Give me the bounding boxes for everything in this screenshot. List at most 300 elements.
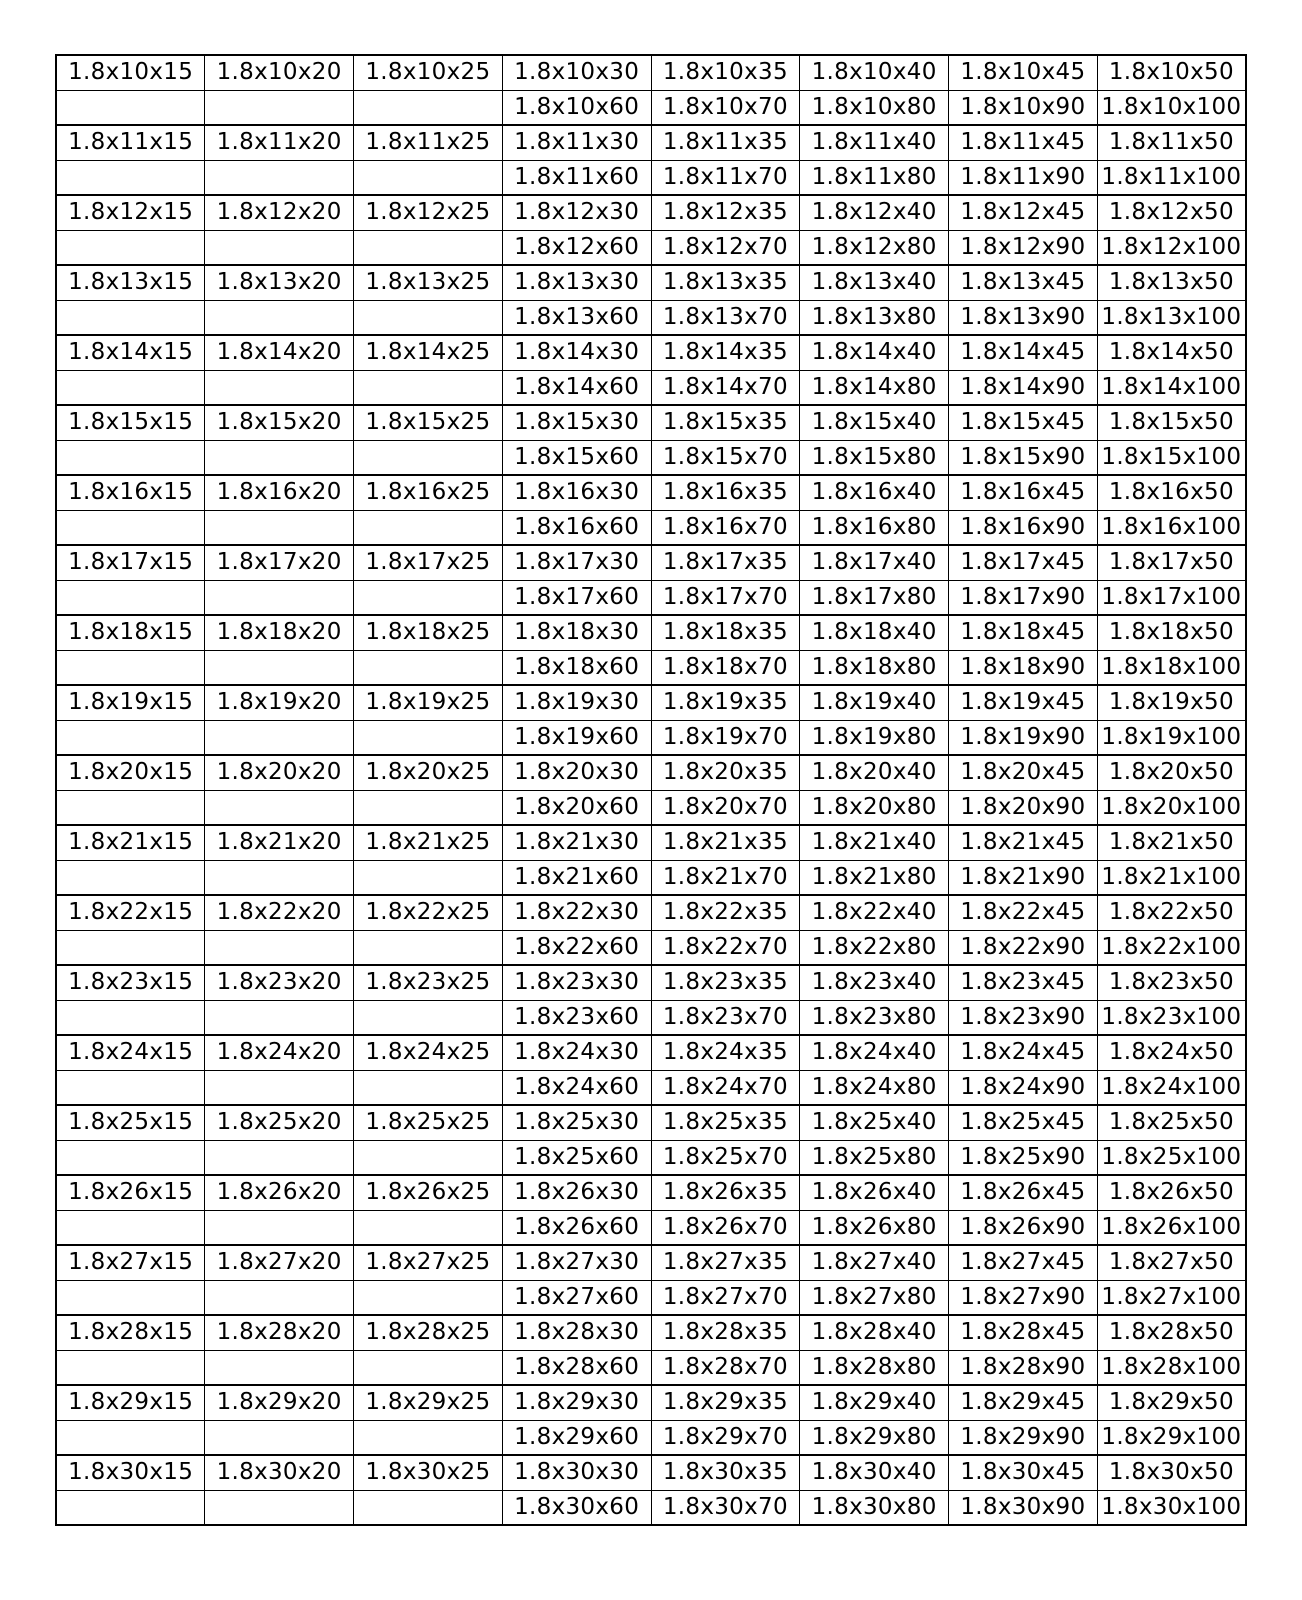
table-row	[56, 615, 1246, 650]
table-cell: 1.8x13x45	[949, 265, 1098, 300]
table-cell: 1.8x18x50	[1097, 615, 1246, 650]
table-cell: 1.8x16x45	[949, 475, 1098, 510]
table-cell	[354, 1490, 503, 1525]
table-cell: 1.8x23x35	[651, 965, 800, 1000]
table-cell: 1.8x22x40	[800, 895, 949, 930]
table-cell: 1.8x25x20	[205, 1105, 354, 1140]
table-cell: 1.8x14x90	[949, 370, 1098, 405]
table-cell: 1.8x11x40	[800, 125, 949, 160]
table-cell	[205, 1140, 354, 1175]
table-cell: 1.8x17x25	[354, 545, 503, 580]
table-cell: 1.8x11x25	[354, 125, 503, 160]
table-cell	[354, 1070, 503, 1105]
table-cell: 1.8x25x80	[800, 1140, 949, 1175]
table-cell: 1.8x19x50	[1097, 685, 1246, 720]
table-cell	[205, 650, 354, 685]
table-cell: 1.8x27x90	[949, 1280, 1098, 1315]
table-row	[56, 90, 1246, 125]
table-row	[56, 685, 1246, 720]
table-cell: 1.8x10x40	[800, 55, 949, 90]
table-cell: 1.8x19x60	[502, 720, 651, 755]
table-cell: 1.8x18x20	[205, 615, 354, 650]
table-cell: 1.8x26x25	[354, 1175, 503, 1210]
table-cell: 1.8x11x30	[502, 125, 651, 160]
table-cell: 1.8x28x45	[949, 1315, 1098, 1350]
table-cell: 1.8x20x45	[949, 755, 1098, 790]
table-cell: 1.8x18x25	[354, 615, 503, 650]
table-cell: 1.8x12x90	[949, 230, 1098, 265]
table-cell: 1.8x21x30	[502, 825, 651, 860]
table-cell: 1.8x10x100	[1097, 90, 1246, 125]
table-cell: 1.8x11x45	[949, 125, 1098, 160]
table-cell: 1.8x16x90	[949, 510, 1098, 545]
table-cell: 1.8x11x70	[651, 160, 800, 195]
table-cell: 1.8x13x90	[949, 300, 1098, 335]
table-cell: 1.8x28x70	[651, 1350, 800, 1385]
table-cell	[354, 1350, 503, 1385]
table-cell: 1.8x30x80	[800, 1490, 949, 1525]
table-cell: 1.8x14x100	[1097, 370, 1246, 405]
table-cell: 1.8x12x45	[949, 195, 1098, 230]
table-cell	[354, 510, 503, 545]
table-cell: 1.8x20x30	[502, 755, 651, 790]
table-cell: 1.8x28x20	[205, 1315, 354, 1350]
table-cell: 1.8x25x15	[56, 1105, 205, 1140]
table-cell: 1.8x10x45	[949, 55, 1098, 90]
table-cell: 1.8x22x50	[1097, 895, 1246, 930]
table-cell: 1.8x24x70	[651, 1070, 800, 1105]
table-cell	[205, 720, 354, 755]
table-cell: 1.8x12x40	[800, 195, 949, 230]
table-cell: 1.8x14x15	[56, 335, 205, 370]
table-cell	[205, 1210, 354, 1245]
table-cell	[205, 1350, 354, 1385]
table-cell: 1.8x17x80	[800, 580, 949, 615]
table-cell: 1.8x20x70	[651, 790, 800, 825]
table-cell	[56, 1140, 205, 1175]
table-cell	[354, 930, 503, 965]
table-cell: 1.8x28x15	[56, 1315, 205, 1350]
table-cell: 1.8x12x80	[800, 230, 949, 265]
table-cell: 1.8x22x30	[502, 895, 651, 930]
table-row	[56, 55, 1246, 90]
table-cell	[354, 160, 503, 195]
table-cell: 1.8x19x70	[651, 720, 800, 755]
table-cell: 1.8x18x35	[651, 615, 800, 650]
table-cell: 1.8x30x25	[354, 1455, 503, 1490]
table-cell	[205, 300, 354, 335]
table-cell: 1.8x19x90	[949, 720, 1098, 755]
table-cell: 1.8x19x100	[1097, 720, 1246, 755]
table-row	[56, 510, 1246, 545]
table-cell: 1.8x23x80	[800, 1000, 949, 1035]
table-cell	[354, 580, 503, 615]
table-cell: 1.8x16x35	[651, 475, 800, 510]
table-cell: 1.8x21x80	[800, 860, 949, 895]
table-cell: 1.8x24x60	[502, 1070, 651, 1105]
table-cell: 1.8x10x80	[800, 90, 949, 125]
table-cell: 1.8x29x90	[949, 1420, 1098, 1455]
table-cell: 1.8x21x70	[651, 860, 800, 895]
table-cell: 1.8x30x40	[800, 1455, 949, 1490]
table-cell	[56, 1210, 205, 1245]
table-cell	[56, 720, 205, 755]
table-cell: 1.8x26x60	[502, 1210, 651, 1245]
table-cell: 1.8x18x80	[800, 650, 949, 685]
table-cell: 1.8x25x40	[800, 1105, 949, 1140]
table-cell: 1.8x16x20	[205, 475, 354, 510]
table-cell: 1.8x14x30	[502, 335, 651, 370]
table-cell: 1.8x10x20	[205, 55, 354, 90]
table-cell: 1.8x11x100	[1097, 160, 1246, 195]
table-cell: 1.8x27x70	[651, 1280, 800, 1315]
table-cell: 1.8x12x35	[651, 195, 800, 230]
table-row	[56, 1385, 1246, 1420]
table-cell: 1.8x29x50	[1097, 1385, 1246, 1420]
table-cell: 1.8x28x30	[502, 1315, 651, 1350]
table-row	[56, 860, 1246, 895]
table-cell	[354, 300, 503, 335]
table-cell	[354, 860, 503, 895]
table-cell: 1.8x13x60	[502, 300, 651, 335]
table-row	[56, 440, 1246, 475]
table-cell: 1.8x30x45	[949, 1455, 1098, 1490]
table-cell: 1.8x28x35	[651, 1315, 800, 1350]
table-cell: 1.8x18x30	[502, 615, 651, 650]
table-row	[56, 405, 1246, 440]
table-cell: 1.8x23x30	[502, 965, 651, 1000]
table-cell: 1.8x27x35	[651, 1245, 800, 1280]
table-cell: 1.8x19x25	[354, 685, 503, 720]
table-row	[56, 335, 1246, 370]
table-cell: 1.8x11x35	[651, 125, 800, 160]
table-cell: 1.8x15x35	[651, 405, 800, 440]
table-cell: 1.8x12x70	[651, 230, 800, 265]
table-cell: 1.8x19x40	[800, 685, 949, 720]
table-cell	[56, 790, 205, 825]
table-cell	[354, 1000, 503, 1035]
table-row	[56, 650, 1246, 685]
table-cell: 1.8x26x15	[56, 1175, 205, 1210]
table-cell: 1.8x26x20	[205, 1175, 354, 1210]
table-cell: 1.8x10x70	[651, 90, 800, 125]
table-cell: 1.8x29x30	[502, 1385, 651, 1420]
table-cell: 1.8x22x90	[949, 930, 1098, 965]
table-cell: 1.8x14x25	[354, 335, 503, 370]
table-cell	[205, 1280, 354, 1315]
table-cell: 1.8x14x70	[651, 370, 800, 405]
table-cell: 1.8x18x60	[502, 650, 651, 685]
table-cell: 1.8x24x80	[800, 1070, 949, 1105]
table-cell: 1.8x11x20	[205, 125, 354, 160]
table-row	[56, 1070, 1246, 1105]
table-cell: 1.8x26x40	[800, 1175, 949, 1210]
table-cell: 1.8x24x30	[502, 1035, 651, 1070]
table-cell: 1.8x29x70	[651, 1420, 800, 1455]
table-cell: 1.8x27x30	[502, 1245, 651, 1280]
table-row	[56, 825, 1246, 860]
table-cell: 1.8x13x70	[651, 300, 800, 335]
table-cell: 1.8x23x25	[354, 965, 503, 1000]
table-cell: 1.8x30x50	[1097, 1455, 1246, 1490]
table-cell: 1.8x20x60	[502, 790, 651, 825]
table-cell: 1.8x15x15	[56, 405, 205, 440]
table-cell: 1.8x22x20	[205, 895, 354, 930]
table-cell: 1.8x27x100	[1097, 1280, 1246, 1315]
table-row	[56, 580, 1246, 615]
table-cell: 1.8x24x20	[205, 1035, 354, 1070]
table-cell: 1.8x15x80	[800, 440, 949, 475]
table-cell: 1.8x16x70	[651, 510, 800, 545]
table-cell: 1.8x23x100	[1097, 1000, 1246, 1035]
table-cell	[354, 90, 503, 125]
table-cell: 1.8x17x70	[651, 580, 800, 615]
table-cell: 1.8x24x15	[56, 1035, 205, 1070]
table-row	[56, 160, 1246, 195]
table-cell: 1.8x10x35	[651, 55, 800, 90]
table-cell: 1.8x25x90	[949, 1140, 1098, 1175]
table-cell: 1.8x13x25	[354, 265, 503, 300]
table-row	[56, 370, 1246, 405]
table-cell: 1.8x21x20	[205, 825, 354, 860]
table-cell: 1.8x25x60	[502, 1140, 651, 1175]
table-cell: 1.8x20x35	[651, 755, 800, 790]
table-cell: 1.8x21x100	[1097, 860, 1246, 895]
table-cell: 1.8x23x20	[205, 965, 354, 1000]
table-cell: 1.8x23x90	[949, 1000, 1098, 1035]
table-cell: 1.8x14x20	[205, 335, 354, 370]
table-cell	[205, 370, 354, 405]
table-cell: 1.8x11x60	[502, 160, 651, 195]
table-cell: 1.8x15x40	[800, 405, 949, 440]
table-cell: 1.8x20x100	[1097, 790, 1246, 825]
table-cell	[354, 230, 503, 265]
table-cell: 1.8x17x15	[56, 545, 205, 580]
table-cell	[205, 580, 354, 615]
table-cell	[56, 230, 205, 265]
size-table	[55, 54, 1247, 1526]
table-cell: 1.8x12x100	[1097, 230, 1246, 265]
table-cell	[205, 1490, 354, 1525]
table-row	[56, 230, 1246, 265]
table-cell: 1.8x19x45	[949, 685, 1098, 720]
table-cell: 1.8x17x40	[800, 545, 949, 580]
table-cell	[205, 1000, 354, 1035]
table-cell: 1.8x21x15	[56, 825, 205, 860]
table-cell	[56, 510, 205, 545]
table-cell: 1.8x16x100	[1097, 510, 1246, 545]
table-cell: 1.8x17x90	[949, 580, 1098, 615]
table-cell: 1.8x29x25	[354, 1385, 503, 1420]
table-cell: 1.8x21x45	[949, 825, 1098, 860]
table-cell: 1.8x29x80	[800, 1420, 949, 1455]
table-cell: 1.8x18x100	[1097, 650, 1246, 685]
table-cell: 1.8x27x80	[800, 1280, 949, 1315]
table-cell	[56, 160, 205, 195]
table-cell: 1.8x26x30	[502, 1175, 651, 1210]
table-cell: 1.8x21x60	[502, 860, 651, 895]
table-cell: 1.8x27x40	[800, 1245, 949, 1280]
table-cell: 1.8x15x90	[949, 440, 1098, 475]
table-cell: 1.8x28x60	[502, 1350, 651, 1385]
table-cell: 1.8x15x45	[949, 405, 1098, 440]
table-cell: 1.8x22x60	[502, 930, 651, 965]
table-cell: 1.8x22x100	[1097, 930, 1246, 965]
table-cell: 1.8x26x35	[651, 1175, 800, 1210]
table-cell: 1.8x30x90	[949, 1490, 1098, 1525]
table-cell: 1.8x27x50	[1097, 1245, 1246, 1280]
table-row	[56, 720, 1246, 755]
table-cell	[56, 300, 205, 335]
table-cell: 1.8x24x25	[354, 1035, 503, 1070]
table-cell	[354, 1140, 503, 1175]
table-cell: 1.8x30x60	[502, 1490, 651, 1525]
table-row	[56, 265, 1246, 300]
table-cell	[354, 1420, 503, 1455]
table-cell	[205, 160, 354, 195]
table-cell: 1.8x29x60	[502, 1420, 651, 1455]
table-cell	[56, 580, 205, 615]
table-cell	[56, 1280, 205, 1315]
table-cell: 1.8x27x15	[56, 1245, 205, 1280]
table-cell: 1.8x28x25	[354, 1315, 503, 1350]
table-cell: 1.8x13x15	[56, 265, 205, 300]
table-cell: 1.8x20x80	[800, 790, 949, 825]
table-cell: 1.8x28x90	[949, 1350, 1098, 1385]
table-cell: 1.8x25x70	[651, 1140, 800, 1175]
table-cell	[205, 1070, 354, 1105]
table-cell: 1.8x21x25	[354, 825, 503, 860]
table-cell: 1.8x29x20	[205, 1385, 354, 1420]
table-cell: 1.8x12x20	[205, 195, 354, 230]
table-cell: 1.8x17x30	[502, 545, 651, 580]
table-cell: 1.8x15x25	[354, 405, 503, 440]
table-cell: 1.8x24x90	[949, 1070, 1098, 1105]
table-cell: 1.8x29x40	[800, 1385, 949, 1420]
table-cell	[354, 1280, 503, 1315]
table-cell	[56, 1000, 205, 1035]
table-cell: 1.8x17x50	[1097, 545, 1246, 580]
table-cell: 1.8x11x90	[949, 160, 1098, 195]
table-cell: 1.8x25x45	[949, 1105, 1098, 1140]
table-row	[56, 545, 1246, 580]
table-cell: 1.8x30x70	[651, 1490, 800, 1525]
size-table-body	[56, 55, 1246, 1525]
table-cell: 1.8x28x40	[800, 1315, 949, 1350]
table-row	[56, 1140, 1246, 1175]
table-cell	[205, 510, 354, 545]
table-cell: 1.8x22x25	[354, 895, 503, 930]
table-cell: 1.8x13x80	[800, 300, 949, 335]
table-row	[56, 1035, 1246, 1070]
table-row	[56, 125, 1246, 160]
table-cell: 1.8x28x100	[1097, 1350, 1246, 1385]
table-cell: 1.8x12x15	[56, 195, 205, 230]
table-cell: 1.8x15x50	[1097, 405, 1246, 440]
table-cell: 1.8x12x60	[502, 230, 651, 265]
table-cell	[205, 230, 354, 265]
table-cell: 1.8x15x30	[502, 405, 651, 440]
table-cell	[205, 930, 354, 965]
table-cell: 1.8x18x70	[651, 650, 800, 685]
table-cell: 1.8x18x90	[949, 650, 1098, 685]
table-cell: 1.8x22x45	[949, 895, 1098, 930]
table-row	[56, 1175, 1246, 1210]
table-cell	[354, 650, 503, 685]
table-cell: 1.8x13x35	[651, 265, 800, 300]
table-cell: 1.8x17x45	[949, 545, 1098, 580]
table-cell: 1.8x15x70	[651, 440, 800, 475]
table-cell: 1.8x17x35	[651, 545, 800, 580]
table-cell	[56, 650, 205, 685]
table-row	[56, 1420, 1246, 1455]
table-cell: 1.8x14x80	[800, 370, 949, 405]
table-cell	[56, 370, 205, 405]
table-cell	[354, 440, 503, 475]
table-cell	[205, 90, 354, 125]
table-cell: 1.8x16x15	[56, 475, 205, 510]
table-cell: 1.8x13x100	[1097, 300, 1246, 335]
table-cell: 1.8x16x50	[1097, 475, 1246, 510]
table-cell: 1.8x23x15	[56, 965, 205, 1000]
table-cell	[56, 90, 205, 125]
table-cell: 1.8x11x50	[1097, 125, 1246, 160]
table-row	[56, 930, 1246, 965]
table-cell: 1.8x24x40	[800, 1035, 949, 1070]
table-cell: 1.8x20x20	[205, 755, 354, 790]
table-cell: 1.8x22x80	[800, 930, 949, 965]
table-cell: 1.8x27x25	[354, 1245, 503, 1280]
table-cell: 1.8x25x30	[502, 1105, 651, 1140]
table-cell	[354, 370, 503, 405]
table-row	[56, 755, 1246, 790]
table-cell: 1.8x19x80	[800, 720, 949, 755]
table-cell	[56, 1420, 205, 1455]
table-cell: 1.8x29x35	[651, 1385, 800, 1420]
table-cell: 1.8x23x45	[949, 965, 1098, 1000]
table-cell	[56, 860, 205, 895]
table-cell: 1.8x10x15	[56, 55, 205, 90]
table-cell: 1.8x17x60	[502, 580, 651, 615]
table-row	[56, 1490, 1246, 1525]
table-row	[56, 195, 1246, 230]
table-row	[56, 790, 1246, 825]
table-cell: 1.8x30x35	[651, 1455, 800, 1490]
table-cell: 1.8x16x30	[502, 475, 651, 510]
table-cell: 1.8x11x80	[800, 160, 949, 195]
table-cell: 1.8x22x35	[651, 895, 800, 930]
table-cell: 1.8x12x30	[502, 195, 651, 230]
table-cell: 1.8x29x15	[56, 1385, 205, 1420]
table-cell: 1.8x16x25	[354, 475, 503, 510]
table-row	[56, 475, 1246, 510]
table-cell	[56, 1490, 205, 1525]
table-cell: 1.8x16x60	[502, 510, 651, 545]
table-row	[56, 1455, 1246, 1490]
table-cell: 1.8x14x50	[1097, 335, 1246, 370]
table-cell: 1.8x21x35	[651, 825, 800, 860]
table-cell: 1.8x12x25	[354, 195, 503, 230]
table-cell: 1.8x20x90	[949, 790, 1098, 825]
table-cell	[354, 1210, 503, 1245]
table-cell	[205, 440, 354, 475]
table-cell: 1.8x21x90	[949, 860, 1098, 895]
table-cell: 1.8x14x45	[949, 335, 1098, 370]
table-cell: 1.8x10x60	[502, 90, 651, 125]
table-cell: 1.8x23x70	[651, 1000, 800, 1035]
table-cell: 1.8x25x25	[354, 1105, 503, 1140]
table-cell: 1.8x21x40	[800, 825, 949, 860]
